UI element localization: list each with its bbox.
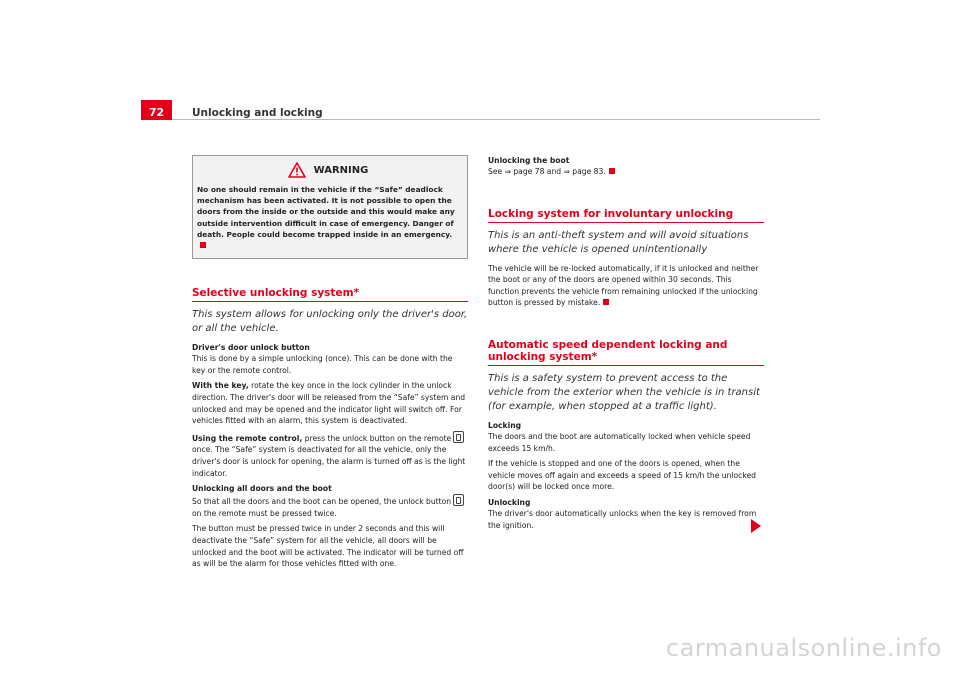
all-doors-text-a: So that all the doors and the boot can be opened, the unlock button: [192, 497, 452, 507]
end-mark-icon: [603, 299, 609, 305]
running-header: Unlocking and locking: [192, 107, 323, 119]
involuntary-title: Locking system for involuntary unlocking: [488, 208, 764, 223]
with-key-label: With the key,: [192, 381, 249, 391]
locking-heading: Locking: [488, 420, 522, 430]
involuntary-paragraph: [488, 263, 764, 309]
right-column: [488, 155, 764, 535]
watermark: carmanualsonline.info: [665, 634, 942, 662]
header-rule: [172, 119, 820, 120]
remote-text-a: press the unlock button on the remote: [304, 433, 452, 443]
automatic-title: Automatic speed dependent locking and unlocking system*: [488, 339, 764, 366]
end-mark-icon: [609, 168, 615, 174]
boot-paragraph: [488, 166, 764, 178]
warning-triangle-icon: [288, 162, 306, 178]
remote-unlock-icon: [453, 494, 464, 506]
boot-text: See ⇒ page 78 and ⇒ page 83.: [488, 167, 606, 176]
with-key-text: rotate the key once in the lock cylinder in the unlock direction. The driver's door will be released from the “Safe” system and unlocked and may be opened and the indicator light will switch off. For vehicles fitted with an alarm, this system is deactivated.: [192, 381, 466, 426]
involuntary-subtitle: This is an anti-theft system and will avoid situations where the vehicle is opened unintentionally: [488, 229, 749, 255]
remote-unlock-icon: [453, 431, 464, 443]
driver-door-heading: Driver's door unlock button: [192, 343, 310, 353]
locking-text: The doors and the boot are automatically locked when vehicle speed exceeds 15 km/h.: [488, 431, 751, 453]
warning-header: [197, 162, 459, 178]
unlocking-text: The driver's door automatically unlocks when the key is removed from the ignition.: [488, 508, 757, 530]
boot-heading: Unlocking the boot: [488, 156, 570, 165]
automatic-subtitle: This is a safety system to prevent access to the vehicle from the exterior when the vehicle is in transit (for example, when stopped at a traffic light).: [488, 372, 760, 412]
unlocking-heading: Unlocking: [488, 497, 531, 507]
all-doors-text-b: on the remote must be pressed twice.: [192, 508, 337, 518]
twice-text: The button must be pressed twice in under 2 seconds and this will deactivate the “Safe” system for all the vehicle, all doors will be unlocked and the boot will be activated. The indicator will be turned off as will be the alarm for those vehicles fitted with one.: [192, 524, 464, 569]
all-doors-paragraph: [192, 494, 468, 519]
remote-label: Using the remote control,: [192, 433, 303, 443]
driver-door-text: This is done by a simple unlocking (once). This can be done with the key or the remote control.: [192, 354, 453, 375]
all-doors-heading: Unlocking all doors and the boot: [192, 484, 332, 494]
stopped-text: If the vehicle is stopped and one of the doors is opened, when the vehicle moves off again and exceeds a speed of 15 km/h the unlocked door(s) will be locked once more.: [488, 459, 756, 492]
warning-body: No one should remain in the vehicle if the “Safe” deadlock mechanism has been activated. It is not possible to open the doors from the inside or the outside and this would make any outside intervention difficult in case of emergency. Danger of death. People could become trapped inside in an emergency.: [197, 185, 455, 239]
page-number: 72: [141, 100, 172, 120]
left-column: [192, 155, 468, 574]
selective-subtitle: This system allows for unlocking only the driver's door, or all the vehicle.: [192, 309, 468, 335]
remote-paragraph: [192, 431, 468, 479]
with-key-paragraph: [192, 380, 468, 426]
remote-text-b: once. The “Safe” system is deactivated for all the vehicle, only the driver's door is unlock for opening, the alarm is turned off as is the light indicator.: [192, 445, 466, 478]
warning-box: [192, 155, 468, 259]
end-mark-icon: [200, 242, 206, 248]
next-page-arrow-icon: [751, 519, 761, 533]
warning-title: WARNING: [313, 164, 369, 176]
selective-title: Selective unlocking system*: [192, 287, 468, 302]
warning-text: [197, 184, 459, 251]
involuntary-text: The vehicle will be re-locked automatically, if it is unlocked and neither the boot or any of the doors are opened within 30 seconds. This function prevents the vehicle from remaining unlocked if the unlocking button is pressed by mistake.: [488, 263, 759, 308]
